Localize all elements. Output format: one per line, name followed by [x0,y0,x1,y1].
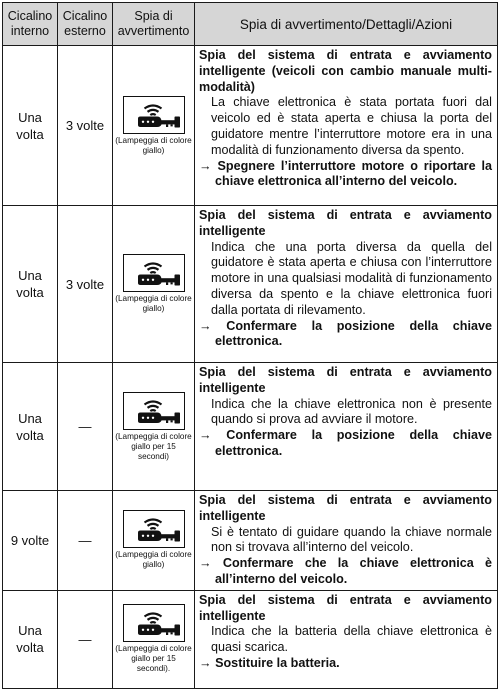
warning-action [199,556,492,588]
header-internal-buzzer: Cicalino interno [3,3,58,46]
external-buzzer-cell [58,491,113,591]
warning-light-cell [113,363,195,491]
warning-light-caption: (Lampeggia di colore giallo) [115,294,192,313]
warning-description: Indica che una porta diversa da quella del guidatore è stata aperta e chiusa con l’interruttore motore in una qualsiasi modalità di funzionamento diversa da spento e la chiave elettronica fuori dalla portata di rilevamento. [211,239,492,317]
smart-key-icon-graphic [124,393,183,428]
warning-description: La chiave elettronica è stata portata fuori dal veicolo ed è stata aperta e chiusa la porta del guidatore mentre l’interruttore motore era in una modalità di funzionamento diversa da spento. [211,95,492,157]
warning-light-caption: (Lampeggia di colore giallo per 15 secondi). [115,644,192,674]
external-buzzer-value: — [78,631,92,647]
warning-action [199,159,492,191]
external-buzzer-value: — [78,532,92,548]
arrow-right-icon: → [199,556,212,571]
table-row [3,46,498,206]
warning-action-text: Confermare che la chiave elettronica è all’interno del veicolo. [215,556,493,586]
table-body [3,46,498,689]
warning-title: Spia del sistema di entrata e avviamento intelligente [199,592,492,623]
table-row [3,590,498,688]
warning-description: Si è tentato di guidare quando la chiave normale non si trovava all’interno del veicolo. [211,524,492,555]
warning-title: Spia del sistema di entrata e avviamento intelligente [199,208,492,238]
external-buzzer-cell [58,46,113,206]
smart-key-warning-icon [123,96,185,134]
internal-buzzer-cell [3,46,58,206]
warning-description: Indica che la chiave elettronica non è presente quando si prova ad avviare il motore. [211,396,492,427]
smart-key-warning-icon [123,392,185,430]
warning-title: Spia del sistema di entrata e avviamento intelligente (veicoli con cambio manuale multi-modalità) [199,48,492,94]
warning-title: Spia del sistema di entrata e avviamento intelligente [199,493,492,523]
warning-light-caption: (Lampeggia di colore giallo) [115,135,192,155]
warning-action-text: Confermare la posizione della chiave elettronica. [215,428,493,458]
warning-title: Spia del sistema di entrata e avviamento intelligente [199,365,492,395]
warning-action [199,656,492,672]
details-cell [195,206,498,363]
details-cell [195,590,498,688]
warning-description: Indica che la batteria della chiave elettronica è quasi scarica. [211,624,492,655]
smart-key-icon-graphic [124,255,183,290]
warning-action [199,428,492,460]
internal-buzzer-value: 9 volte [10,532,50,548]
external-buzzer-value: 3 volte [65,118,105,133]
internal-buzzer-value: Una volta [16,410,44,443]
warning-action [199,319,492,351]
warning-light-caption: (Lampeggia di colore giallo per 15 secondi) [115,431,192,461]
warning-light-cell [113,590,195,688]
arrow-right-icon: → [199,318,212,333]
external-buzzer-cell [58,363,113,491]
smart-key-icon-graphic [124,511,183,546]
smart-key-warning-icon [123,510,185,548]
warning-action-text: Sostituire la batteria. [215,655,340,670]
table-row [3,363,498,491]
smart-key-warning-icon [123,254,185,292]
header-external-buzzer: Cicalino esterno [58,3,113,46]
details-cell [195,491,498,591]
warning-table [2,2,498,689]
internal-buzzer-cell [3,590,58,688]
warning-light-cell [113,206,195,363]
external-buzzer-cell [58,206,113,363]
internal-buzzer-cell [3,491,58,591]
external-buzzer-cell [58,590,113,688]
table-row [3,491,498,591]
details-cell [195,363,498,491]
arrow-right-icon: → [199,428,212,443]
external-buzzer-value: — [78,419,92,434]
internal-buzzer-value: Una volta [16,109,44,142]
internal-buzzer-cell [3,363,58,491]
table-row [3,206,498,363]
warning-light-cell [113,491,195,591]
internal-buzzer-cell [3,206,58,363]
header-details: Spia di avvertimento/Dettagli/Azioni [195,3,498,46]
header-row [3,3,498,46]
smart-key-icon-graphic [124,605,183,640]
internal-buzzer-value: Una volta [16,623,44,656]
smart-key-warning-icon [123,604,185,642]
header-warning-light: Spia di avvertimento [113,3,195,46]
external-buzzer-value: 3 volte [65,276,105,292]
warning-action-text: Spegnere l’interruttore motore o riportare la chiave elettronica all’interno del veicolo. [215,158,493,189]
warning-light-cell [113,46,195,206]
internal-buzzer-value: Una volta [16,268,44,300]
arrow-right-icon: → [199,158,212,173]
smart-key-icon-graphic [124,97,183,132]
warning-action-text: Confermare la posizione della chiave elettronica. [215,318,493,349]
arrow-right-icon: → [199,655,212,670]
warning-light-caption: (Lampeggia di colore giallo) [115,550,192,570]
details-cell [195,46,498,206]
